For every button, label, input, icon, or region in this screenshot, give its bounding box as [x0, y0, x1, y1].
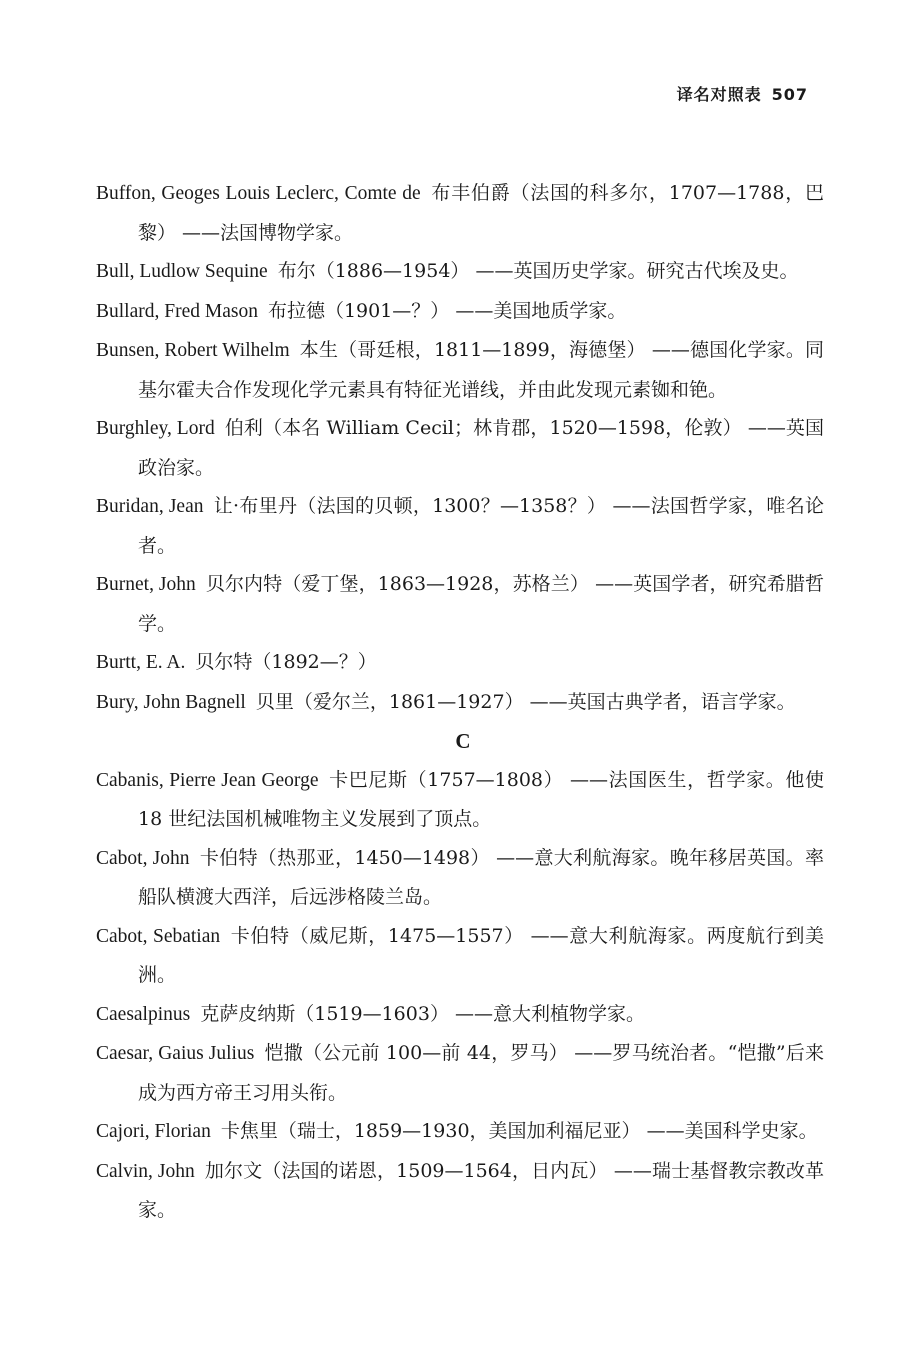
- entry-english-name: Cajori, Florian: [96, 1121, 211, 1142]
- glossary-entry: [96, 1112, 824, 1152]
- entry-chinese-description: 让·布里丹（法国的贝顿，1300？—1358？） ——法国哲学家，唯名论者。: [138, 495, 824, 557]
- entry-chinese-description: 克萨皮纳斯（1519—1603） ——意大利植物学家。: [200, 1002, 645, 1025]
- entry-english-name: Cabanis, Pierre Jean George: [96, 769, 319, 791]
- section-letter: C: [455, 729, 471, 753]
- entry-chinese-description: 卡伯特（热那亚，1450—1498） ——意大利航海家。晚年移居英国。率船队横渡大西洋，后远涉格陵兰岛。: [138, 846, 825, 908]
- entry-chinese-description: 伯利（本名 William Cecil；林肯郡，1520—1598，伦敦） ——英国政治家。: [138, 417, 825, 479]
- entry-chinese-description: 布拉德（1901—？） ——美国地质学家。: [267, 299, 627, 322]
- glossary-entry: [96, 331, 824, 409]
- glossary-entry: [96, 409, 824, 487]
- entry-english-name: Burnet, John: [96, 574, 196, 595]
- entry-chinese-description: 恺撒（公元前 100—前 44，罗马） ——罗马统治者。“恺撒”后来成为西方帝王习用头衔。: [138, 1042, 825, 1104]
- entry-group-c: [96, 761, 824, 1230]
- glossary-entry: [96, 839, 824, 917]
- entry-chinese-description: 布丰伯爵（法国的科多尔，1707—1788，巴黎） ——法国博物学家。: [138, 182, 824, 244]
- glossary-entry: [96, 174, 824, 252]
- glossary-body: [96, 174, 824, 1230]
- entry-english-name: Burtt, E. A.: [96, 652, 186, 673]
- glossary-entry: [96, 565, 824, 643]
- entry-chinese-description: 卡巴尼斯（1757—1808） ——法国医生，哲学家。他使 18 世纪法国机械唯物主义发展到了顶点。: [138, 768, 824, 830]
- entry-english-name: Bunsen, Robert Wilhelm: [96, 340, 290, 361]
- entry-english-name: Cabot, John: [96, 847, 190, 869]
- glossary-entry: [96, 761, 824, 839]
- entry-chinese-description: 加尔文（法国的诺恩，1509—1564，日内瓦） ——瑞士基督教宗教改革家。: [138, 1159, 824, 1221]
- running-head-title: 译名对照表: [676, 85, 762, 104]
- glossary-entry: [96, 643, 824, 683]
- entry-english-name: Bull, Ludlow Sequine: [96, 261, 268, 282]
- glossary-entry: [96, 1152, 824, 1230]
- entry-chinese-description: 贝尔特（1892—？）: [195, 651, 377, 673]
- entry-english-name: Calvin, John: [96, 1160, 195, 1182]
- glossary-entry: [96, 487, 824, 565]
- entry-english-name: Cabot, Sebatian: [96, 925, 221, 947]
- entry-english-name: Buridan, Jean: [96, 496, 204, 517]
- entry-chinese-description: 布尔（1886—1954） ——英国历史学家。研究古代埃及史。: [277, 260, 799, 282]
- glossary-entry: [96, 292, 824, 332]
- glossary-entry: [96, 995, 824, 1035]
- glossary-entry: [96, 1034, 824, 1112]
- entry-english-name: Buffon, Geoges Louis Leclerc, Comte de: [96, 183, 421, 204]
- entry-english-name: Caesalpinus: [96, 1003, 191, 1025]
- page-number: 507: [771, 85, 808, 104]
- entry-english-name: Bury, John Bagnell: [96, 691, 246, 713]
- glossary-entry: [96, 683, 824, 723]
- entry-group-b: [96, 174, 824, 722]
- running-head: [677, 82, 808, 105]
- entry-chinese-description: 卡伯特（威尼斯，1475—1557） ——意大利航海家。两度航行到美洲。: [138, 924, 824, 986]
- entry-chinese-description: 贝尔内特（爱丁堡，1863—1928，苏格兰） ——英国学者，研究希腊哲学。: [138, 573, 824, 635]
- entry-chinese-description: 贝里（爱尔兰，1861—1927） ——英国古典学者，语言学家。: [255, 690, 796, 713]
- glossary-entry: [96, 917, 824, 995]
- entry-english-name: Burghley, Lord: [96, 418, 215, 439]
- entry-english-name: Bullard, Fred Mason: [96, 300, 258, 322]
- entry-english-name: Caesar, Gaius Julius: [96, 1043, 255, 1064]
- entry-chinese-description: 本生（哥廷根，1811—1899，海德堡） ——德国化学家。同基尔霍夫合作发现化学元素具有特征光谱线，并由此发现元素铷和铯。: [138, 339, 825, 401]
- glossary-entry: [96, 252, 824, 292]
- entry-chinese-description: 卡焦里（瑞士，1859—1930，美国加利福尼亚） ——美国科学史家。: [220, 1120, 818, 1142]
